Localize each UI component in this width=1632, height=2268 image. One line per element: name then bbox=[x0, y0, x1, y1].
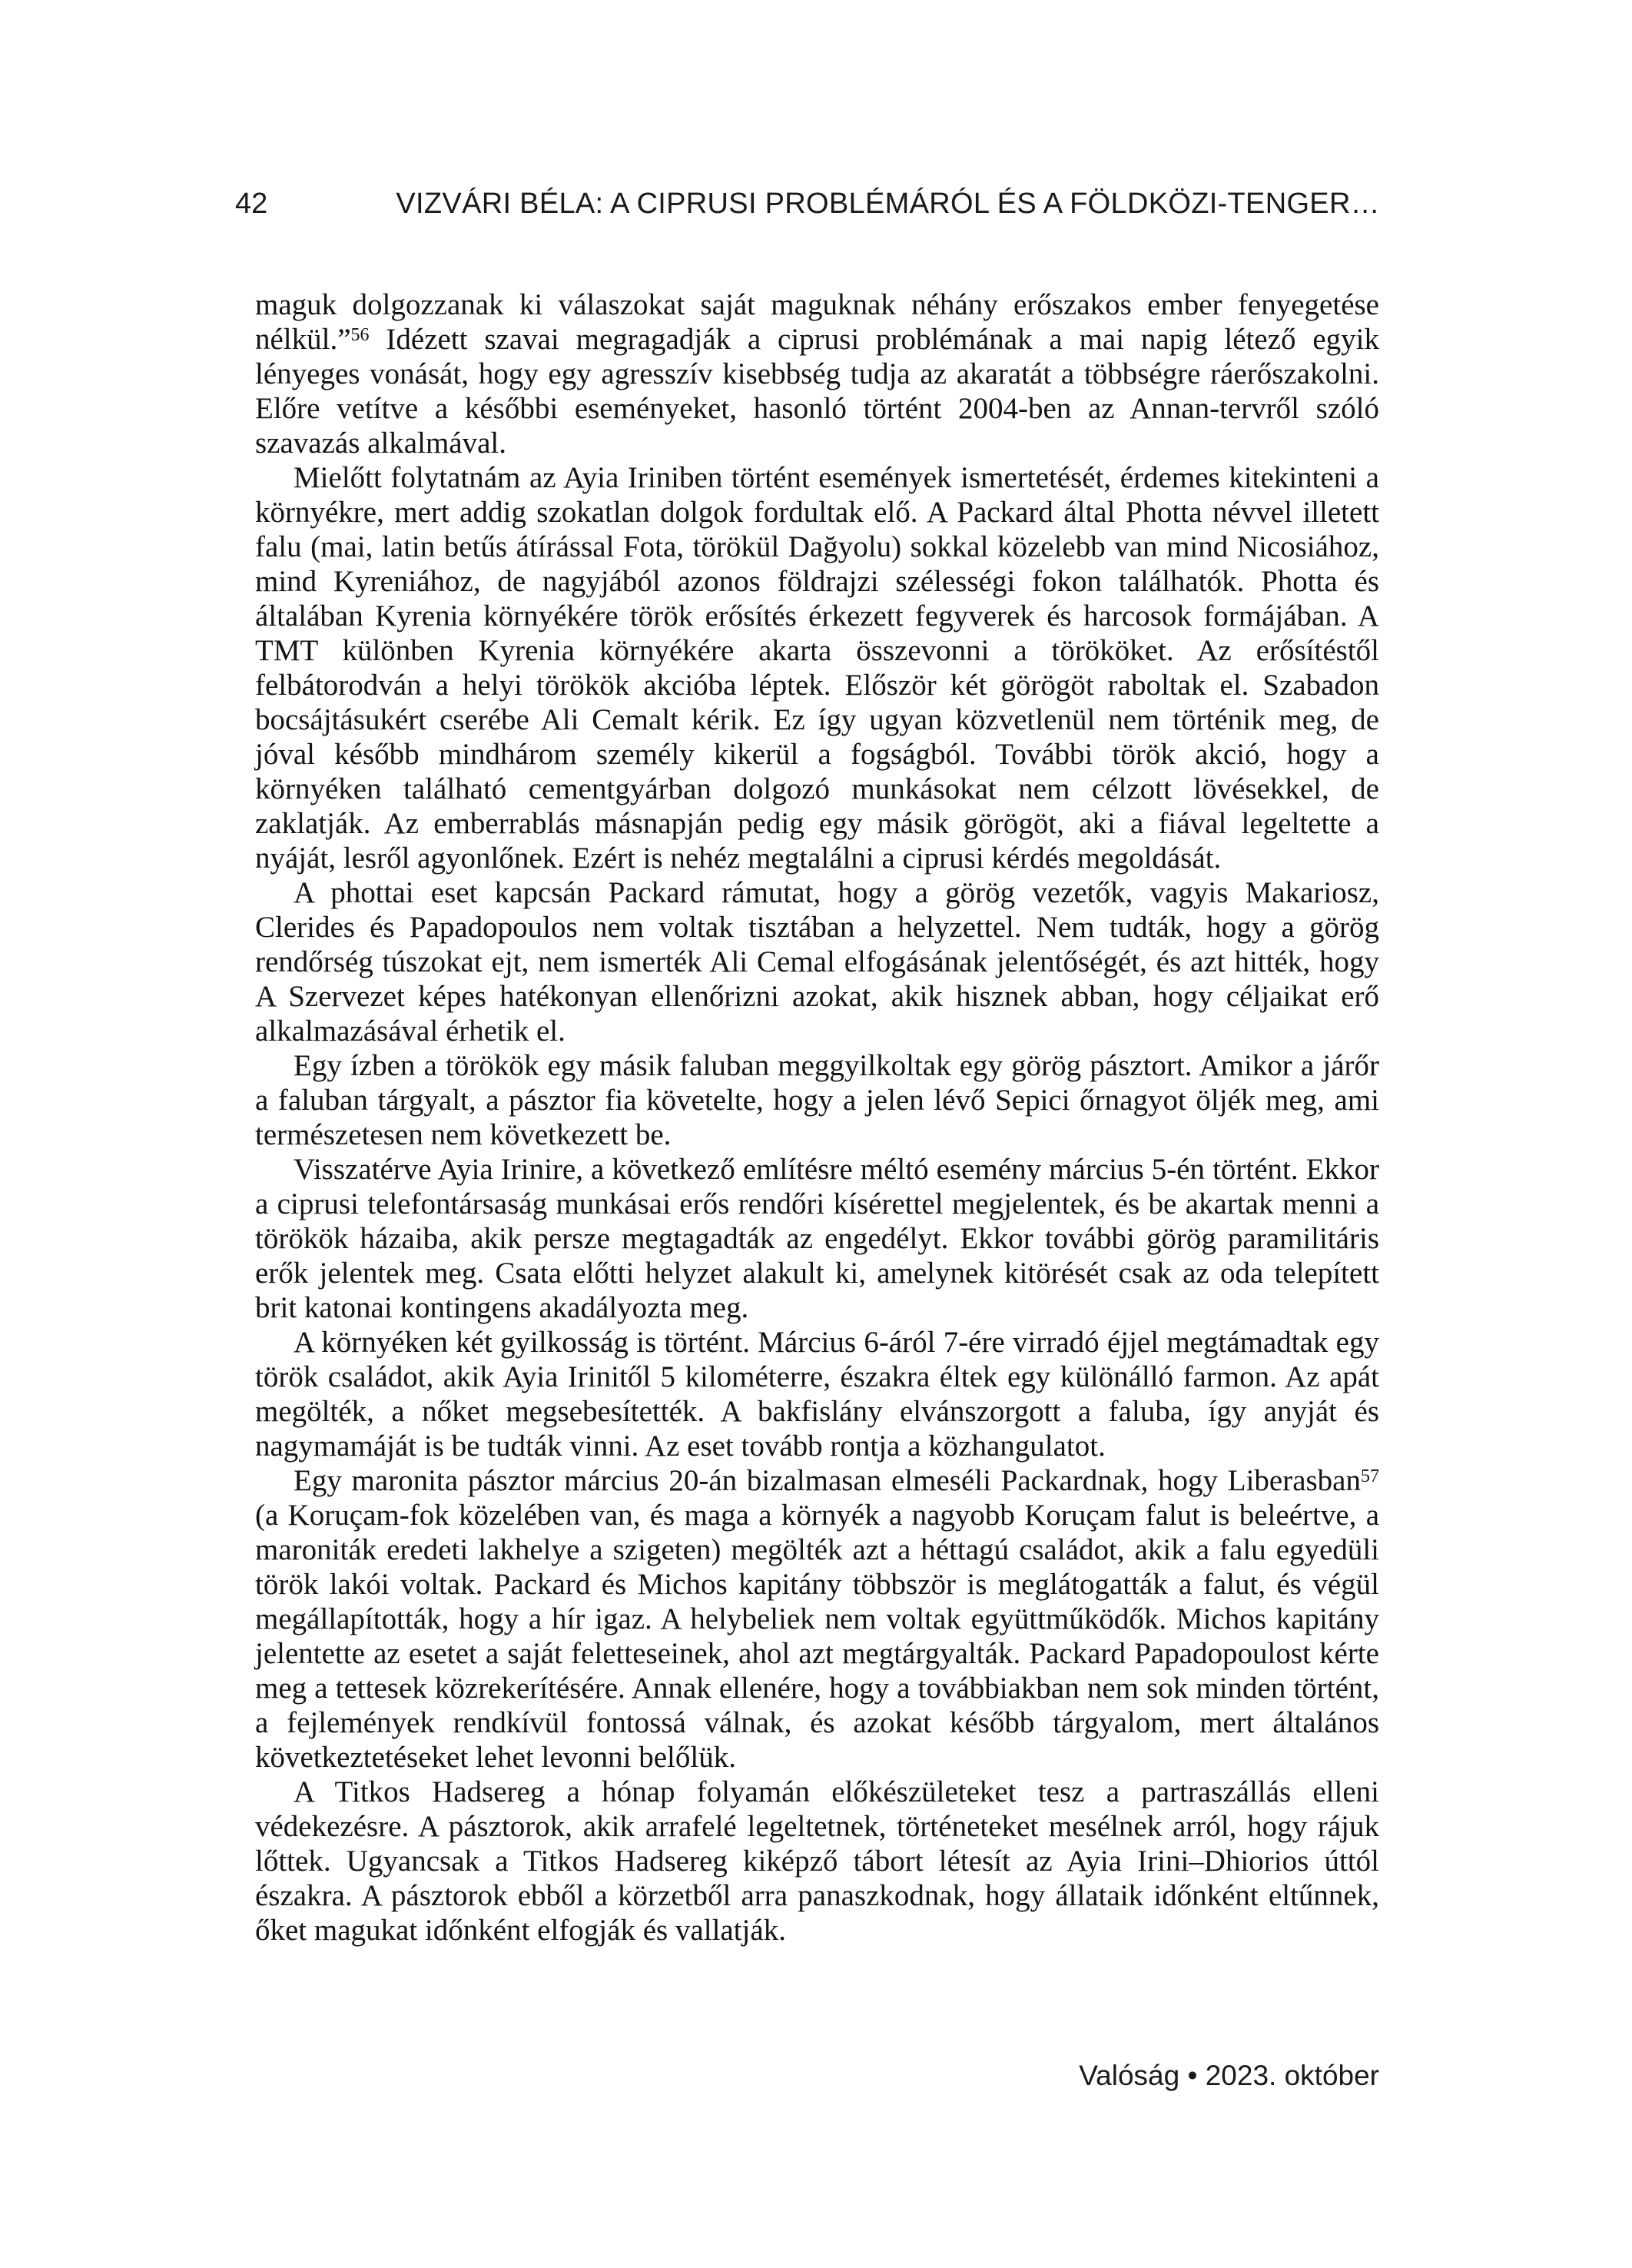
paragraph-6: A környéken két gyilkosság is történt. Március 6-áról 7-ére virradó éjjel megtámadtak egy török családot, akik Ayia Irinitől 5 kilométerre, északra éltek egy különálló farmon. Az apát megölték, a nőket megsebesítették. A bakfislány elvánszorgott a faluba, így anyját és nagymamáját is be tudták vinni. Az eset tovább rontja a közhangulatot. bbox=[255, 1326, 1379, 1463]
paragraph-4: Egy ízben a törökök egy másik faluban meggyilkoltak egy görög pásztort. Amikor a járőr a faluban tárgyalt, a pásztor fia követelte, hogy a jelen lévő Sepici őrnagyot öljék meg, ami természetesen nem következett be. bbox=[255, 1049, 1379, 1151]
footnote-ref-56: 56 bbox=[350, 325, 370, 346]
page-number: 42 bbox=[235, 188, 268, 220]
paragraph-7: Egy maronita pásztor március 20-án bizalmasan elmeséli Packardnak, hogy Liberasban$^{57}$ (a Koruçam-fok közelében van, és maga a környék a nagyobb Koruçam falut is beleértve, a maroniták eredeti lakhelye a szigeten) megölték azt a héttagú családot, akik a falu egyedüli török lakói voltak. Packard és Michos kapitány többször is meglátogatták a falut, és végül megállapították, hogy a hír igaz. A helybeliek nem voltak együttműködők. Michos kapitány jelentette az esetet a saját feletteseinek, ahol azt megtárgyalták. Packard Papadopoulost kérte meg a tettesek közrekerítésére. Annak ellenére, hogy a továbbiakban nem sok minden történt, a fejlemények rendkívül fontossá válnak, és azokat később tárgyalom, mert általános következtetéseket lehet levonni belőlük. bbox=[255, 1464, 1379, 1774]
running-title: VIZVÁRI BÉLA: A CIPRUSI PROBLÉMÁRÓL ÉS A FÖLDKÖZI-TENGER… bbox=[396, 188, 1380, 220]
running-header bbox=[235, 188, 1380, 221]
page-footer: Valóság • 2023. október bbox=[1079, 2060, 1379, 2091]
paragraph-1: maguk dolgozzanak ki válaszokat saját maguknak néhány erőszakos ember fenyegetése nélkül.”$^{56}$ Idézett szavai megragadják a ciprusi problémának a mai napig létező egyik lényeges vonását, hogy egy agresszív kisebbség tudja az akaratát a többségre ráerőszakolni. Előre vetítve a későbbi eseményeket, hasonló történt 2004-ben az Annan-tervről szóló szavazás alkalmával. bbox=[255, 288, 1379, 460]
paragraph-2: Mielőtt folytatnám az Ayia Iriniben történt események ismertetését, érdemes kitekinteni a környékre, mert addig szokatlan dolgok fordultak elő. A Packard által Photta névvel illetett falu (mai, latin betűs átírással Fota, törökül Dağyolu) sokkal közelebb van mind Nicosiához, mind Kyreniához, de nagyjából azonos földrajzi szélességi fokon találhatók. Photta és általában Kyrenia környékére török erősítés érkezett fegyverek és harcosok formájában. A TMT különben Kyrenia környékére akarta összevonni a törököket. Az erősítéstől felbátorodván a helyi törökök akcióba léptek. Először két görögöt raboltak el. Szabadon bocsájtásukért cserébe Ali Cemalt kérik. Ez így ugyan közvetlenül nem történik meg, de jóval később mindhárom személy kikerül a fogságból. További török akció, hogy a környéken található cementgyárban dolgozó munkásokat nem célzott lövésekkel, de zaklatják. Az emberrablás másnapján pedig egy másik görögöt, aki a fiával legeltette a nyáját, lesről agyonlőnek. Ezért is nehéz megtalálni a ciprusi kérdés megoldását. bbox=[255, 461, 1379, 875]
paragraph-3: A phottai eset kapcsán Packard rámutat, hogy a görög vezetők, vagyis Makariosz, Clerides és Papadopoulos nem voltak tisztában a helyzettel. Nem tudták, hogy a görög rendőrség túszokat ejt, nem ismerték Ali Cemal elfogásának jelentőségét, és azt hitték, hogy A Szervezet képes hatékonyan ellenőrizni azokat, akik hisznek abban, hogy céljaikat erő alkalmazásával érhetik el. bbox=[255, 876, 1379, 1048]
paragraph-8: A Titkos Hadsereg a hónap folyamán előkészületeket tesz a partraszállás elleni védekezésre. A pásztorok, akik arrafelé legeltetnek, történeteket mesélnek arról, hogy rájuk lőttek. Ugyancsak a Titkos Hadsereg kiképző tábort létesít az Ayia Irini–Dhiorios úttól északra. A pásztorok ebből a körzetből arra panaszkodnak, hogy állataik időnként eltűnnek, őket magukat időnként elfogják és vallatják. bbox=[255, 1775, 1379, 1947]
footnote-ref-57: 57 bbox=[1361, 1466, 1379, 1487]
article-body bbox=[255, 287, 1379, 1948]
paragraph-5: Visszatérve Ayia Irinire, a következő említésre méltó esemény március 5-én történt. Ekkor a ciprusi telefontársaság munkásai erős rendőri kísérettel megjelentek, és be akartak menni a törökök házaiba, akik persze megtagadták az engedélyt. Ekkor további görög paramilitáris erők jelentek meg. Csata előtti helyzet alakult ki, amelynek kitörését csak az oda telepített brit katonai kontingens akadályozta meg. bbox=[255, 1153, 1379, 1324]
